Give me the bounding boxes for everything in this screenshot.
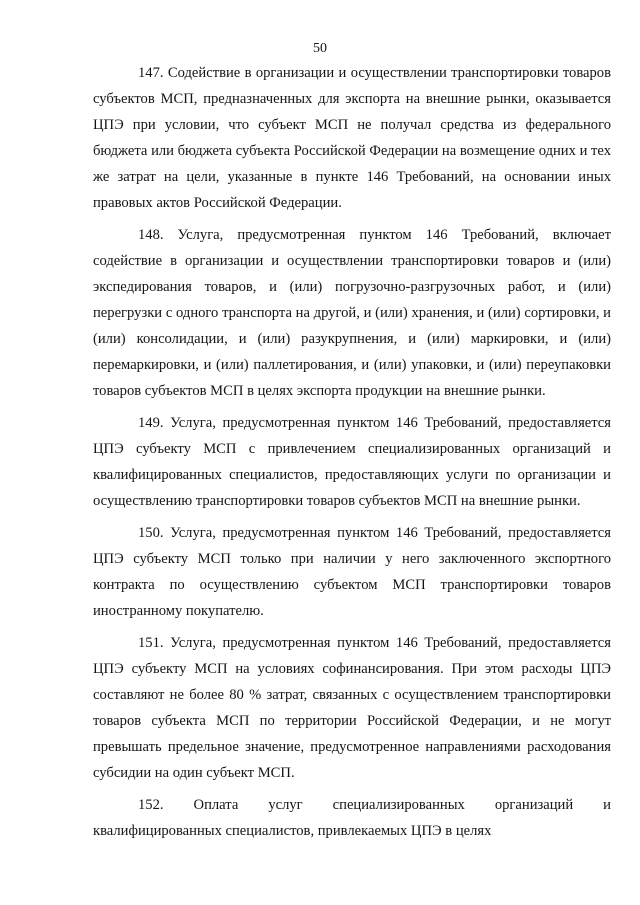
paragraph-151: 151. Услуга, предусмотренная пунктом 146 Требований, предоставляется ЦПЭ субъекту МСП на условиях софинансирования. При этом расходы ЦПЭ составляют не более 80 % затрат, связанных с осуществлением транспортировки товаров субъекта МСП по территории Российской Федерации, и не могут превышать предельное значение, предусмотренное направлениями расходования субсидии на один субъект МСП. [93, 635, 611, 781]
paragraph-147: 147. Содействие в организации и осуществлении транспортировки товаров субъектов МСП, предназначенных для экспорта на внешние рынки, оказывается ЦПЭ при условии, что субъект МСП не получал средства из федерального бюджета или бюджета субъекта Российской Федерации на возмещение одних и тех же затрат на цели, указанные в пункте 146 Требований, на основании иных правовых актов Российской Федерации. [93, 65, 611, 211]
paragraph-149: 149. Услуга, предусмотренная пунктом 146 Требований, предоставляется ЦПЭ субъекту МСП с привлечением специализированных организаций и квалифицированных специалистов, предоставляющих услуги по организации и осуществлению транспортировки товаров субъектов МСП на внешние рынки. [93, 415, 611, 509]
document-body [93, 60, 611, 844]
page-number: 50 [313, 41, 327, 56]
paragraph-148: 148. Услуга, предусмотренная пунктом 146 Требований, включает содействие в организации и осуществлении транспортировки товаров и (или) экспедирования товаров, и (или) погрузочно-разгрузочных работ, и (или) перегрузки с одного транспорта на другой, и (или) хранения, и (или) сортировки, и (или) консолидации, и (или) разукрупнения, и (или) маркировки, и (или) перемаркировки, и (или) паллетирования, и (или) упаковки, и (или) переупаковки товаров субъектов МСП в целях экспорта продукции на внешние рынки. [93, 227, 611, 399]
paragraph-152: 152. Оплата услуг специализированных организаций и квалифицированных специалистов, привлекаемых ЦПЭ в целях [93, 797, 611, 839]
paragraph-150: 150. Услуга, предусмотренная пунктом 146 Требований, предоставляется ЦПЭ субъекту МСП только при наличии у него заключенного экспортного контракта по осуществлению субъектом МСП транспортировки товаров иностранному покупателю. [93, 525, 611, 619]
